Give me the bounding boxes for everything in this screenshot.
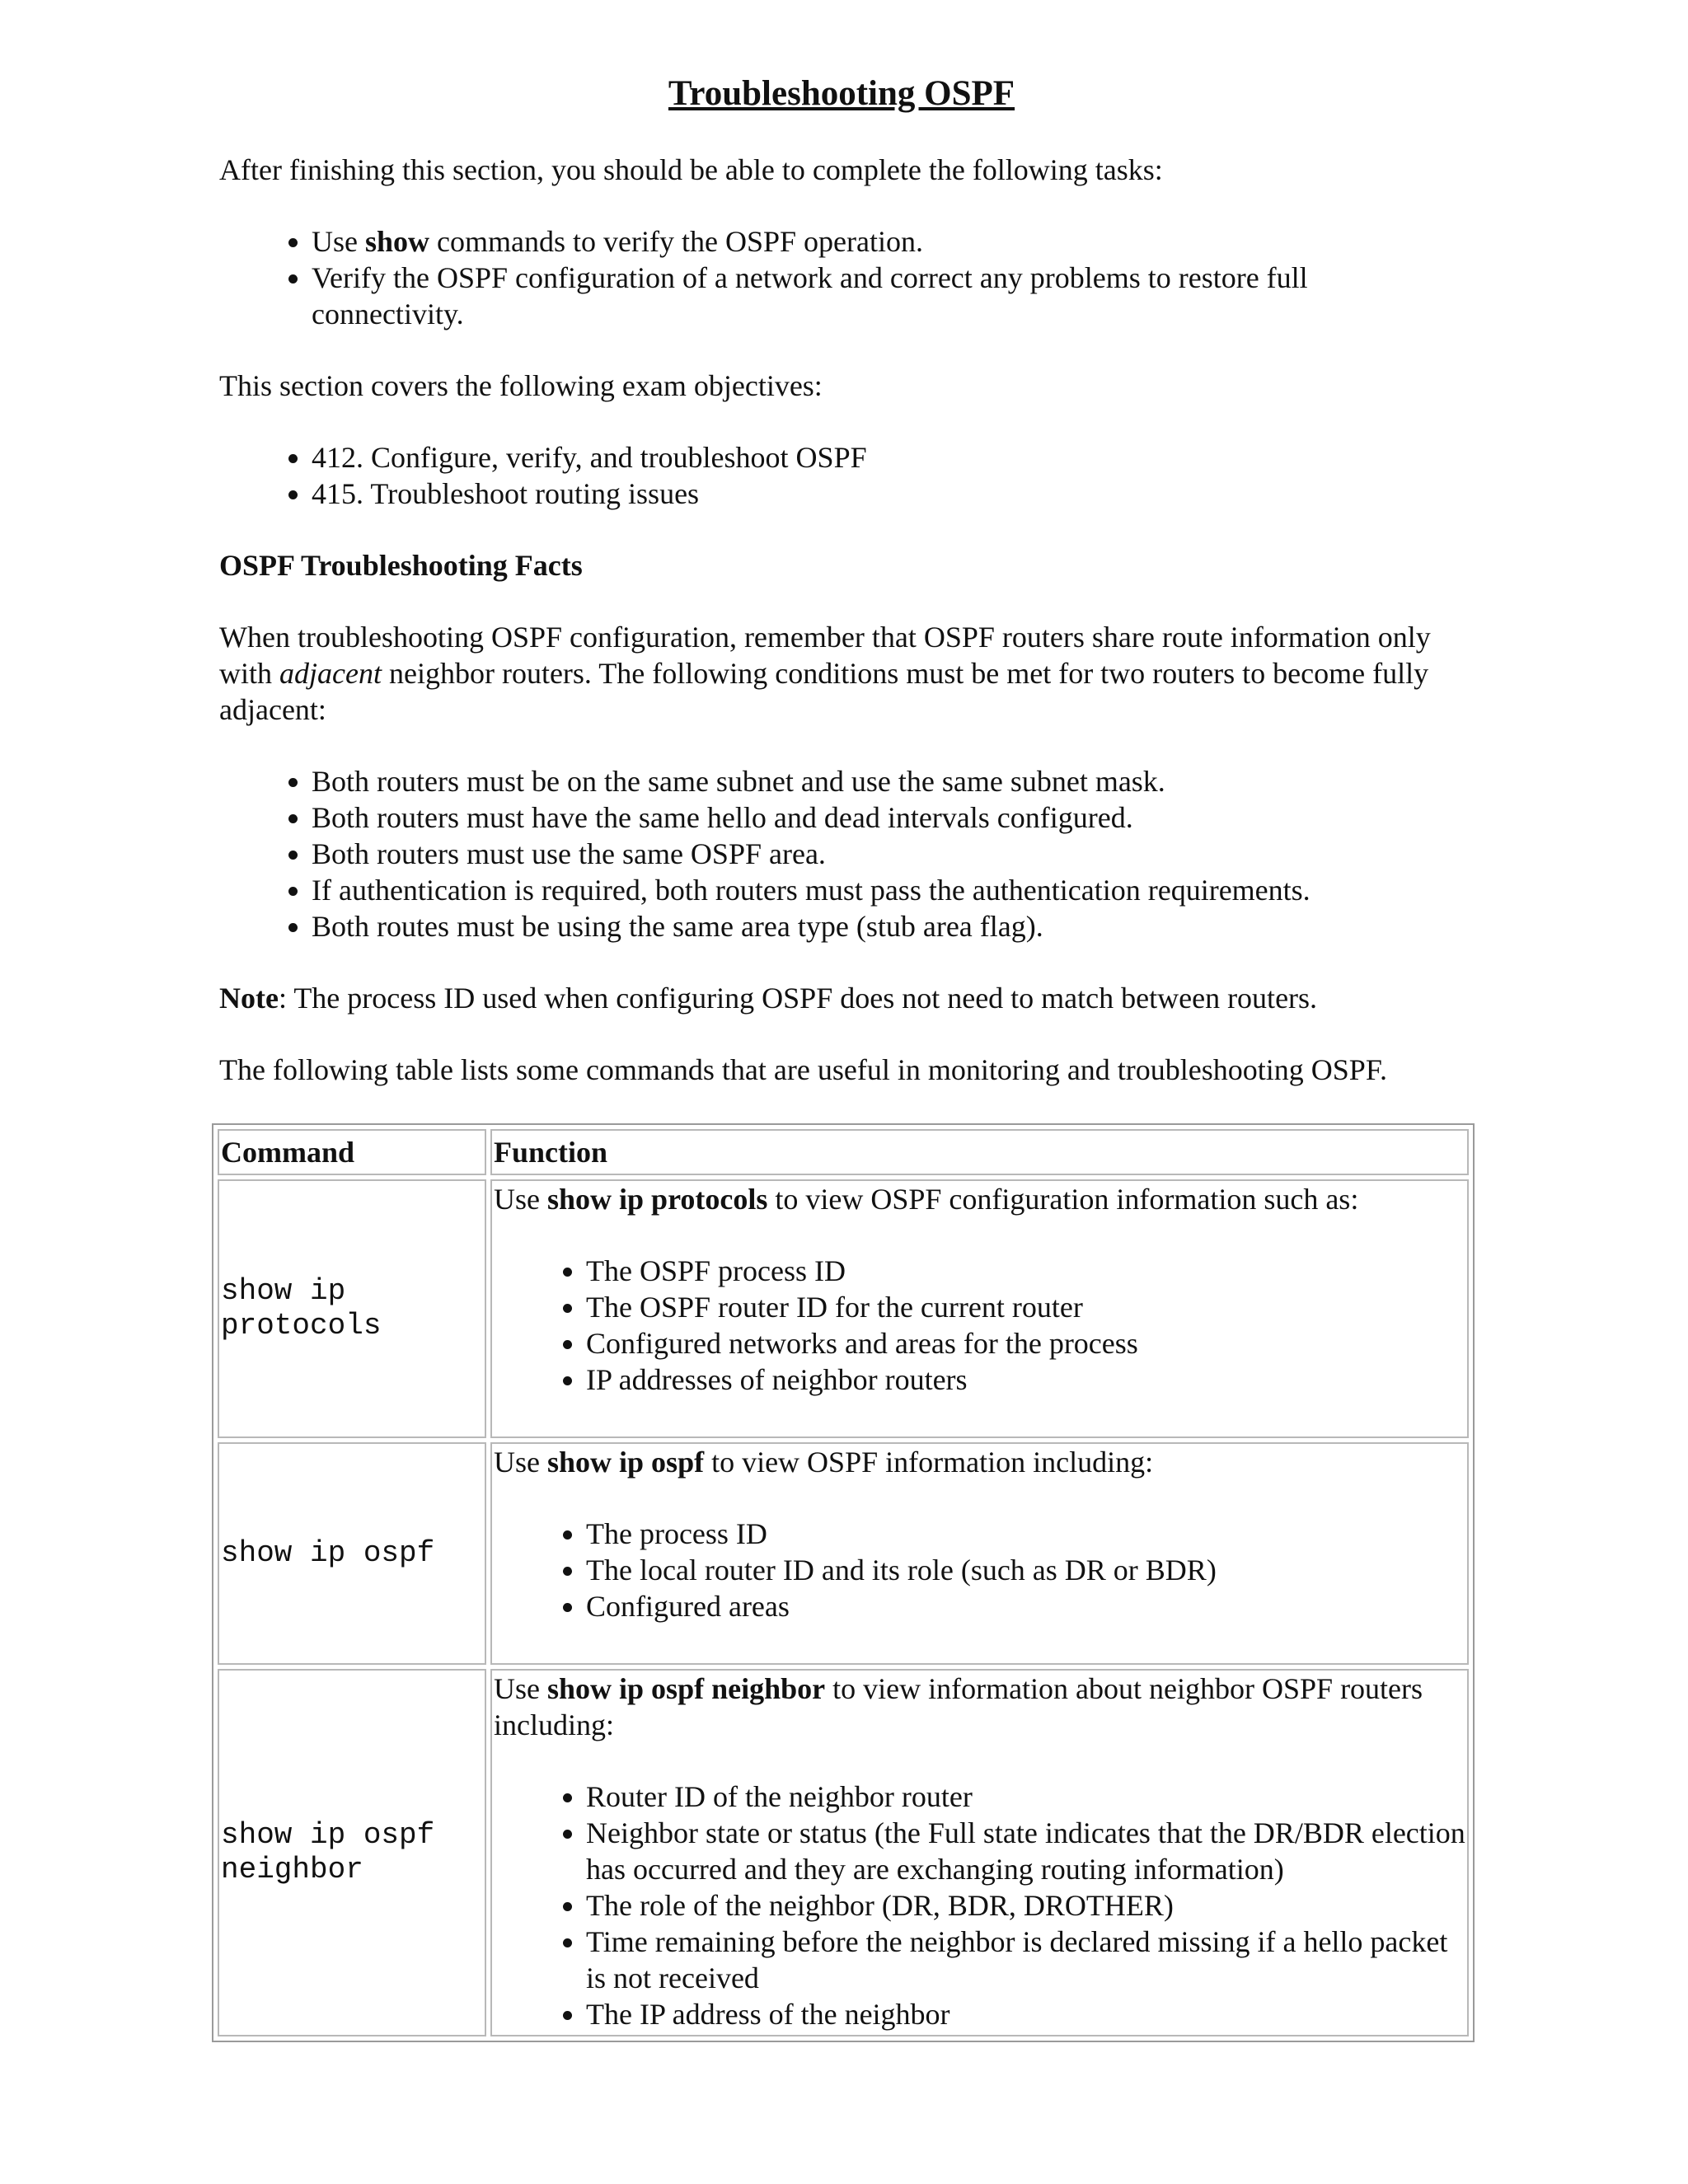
- objective-item: • 412. Configure, verify, and troubleshoot OSPF: [312, 439, 1464, 476]
- list-item: • The IP address of the neighbor: [586, 1996, 1465, 2032]
- table-intro: The following table lists some commands that are useful in monitoring and troubleshooting OSPF.: [219, 1053, 1387, 1086]
- list-item: • The OSPF router ID for the current router: [586, 1289, 1465, 1325]
- page-title: Troubleshooting OSPF: [668, 74, 1015, 113]
- condition-item: • Both routers must be on the same subnet and use the same subnet mask.: [312, 763, 1464, 799]
- list-item: • Time remaining before the neighbor is declared missing if a hello packet is not received: [586, 1924, 1465, 1996]
- command-cell: show ip ospf neighbor: [218, 1669, 486, 2036]
- column-header-function: Function: [490, 1129, 1469, 1175]
- function-list: [494, 1253, 1465, 1398]
- objectives-list: [219, 439, 1464, 512]
- table-row: [218, 1179, 1469, 1438]
- list-item: • Neighbor state or status (the Full state indicates that the DR/BDR election has occurred and they are exchanging routing information): [586, 1815, 1465, 1887]
- condition-item: • If authentication is required, both routers must pass the authentication requirements.: [312, 872, 1464, 908]
- objective-item: • 415. Troubleshoot routing issues: [312, 476, 1464, 512]
- list-item: • The OSPF process ID: [586, 1253, 1465, 1289]
- facts-heading: OSPF Troubleshooting Facts: [219, 549, 583, 582]
- objectives-intro: This section covers the following exam objectives:: [219, 369, 823, 402]
- table-header-row: [218, 1129, 1469, 1175]
- function-cell: Use show ip ospf neighbor to view information about neighbor OSPF routers including: • Router ID of the neighbor router • Neighbor state or status (the Full state indicates that the DR/BDR election has occurred and they are exchanging routing information) • The role of the neighbor (DR, BDR, DROTHER) • Time remaining before the neighbor is declared missing if a hello packet is not received • The IP address of the neighbor: [490, 1669, 1469, 2036]
- list-item: • Configured areas: [586, 1588, 1465, 1624]
- list-item: • IP addresses of neighbor routers: [586, 1361, 1465, 1398]
- list-item: • The local router ID and its role (such as DR or BDR): [586, 1552, 1465, 1588]
- note-paragraph: Note: The process ID used when configuring OSPF does not need to match between routers.: [219, 982, 1318, 1015]
- conditions-list: [219, 763, 1464, 944]
- column-header-command: Command: [218, 1129, 486, 1175]
- condition-item: • Both routers must use the same OSPF area.: [312, 836, 1464, 872]
- task-item: • Use show commands to verify the OSPF operation.: [312, 223, 1464, 260]
- list-item: • Configured networks and areas for the process: [586, 1325, 1465, 1361]
- task-item: • Verify the OSPF configuration of a network and correct any problems to restore full connectivity.: [312, 260, 1464, 332]
- list-item: • Router ID of the neighbor router: [586, 1779, 1465, 1815]
- tasks-list: [219, 223, 1464, 332]
- condition-item: • Both routes must be using the same area type (stub area flag).: [312, 908, 1464, 944]
- function-cell: Use show ip protocols to view OSPF configuration information such as: • The OSPF process ID • The OSPF router ID for the current router • Configured networks and areas for the process • IP addresses of neighbor routers: [490, 1179, 1469, 1438]
- commands-table: [212, 1123, 1475, 2042]
- condition-item: • Both routers must have the same hello and dead intervals configured.: [312, 799, 1464, 836]
- command-cell: show ip ospf: [218, 1442, 486, 1665]
- list-item: • The role of the neighbor (DR, BDR, DROTHER): [586, 1887, 1465, 1924]
- command-cell: show ip protocols: [218, 1179, 486, 1438]
- facts-paragraph: When troubleshooting OSPF configuration, remember that OSPF routers share route information only with adjacent neighbor routers. The following conditions must be met for two routers to become fully adjacent:: [219, 621, 1431, 726]
- function-list: [494, 1779, 1465, 2032]
- document-page: [219, 69, 1464, 2042]
- function-list: [494, 1516, 1465, 1624]
- note-label: Note: [219, 982, 279, 1015]
- table-row: [218, 1442, 1469, 1665]
- list-item: • The process ID: [586, 1516, 1465, 1552]
- table-row: [218, 1669, 1469, 2036]
- intro-paragraph: After finishing this section, you should be able to complete the following tasks:: [219, 153, 1163, 186]
- function-cell: Use show ip ospf to view OSPF information including: • The process ID • The local router ID and its role (such as DR or BDR) • Configured areas: [490, 1442, 1469, 1665]
